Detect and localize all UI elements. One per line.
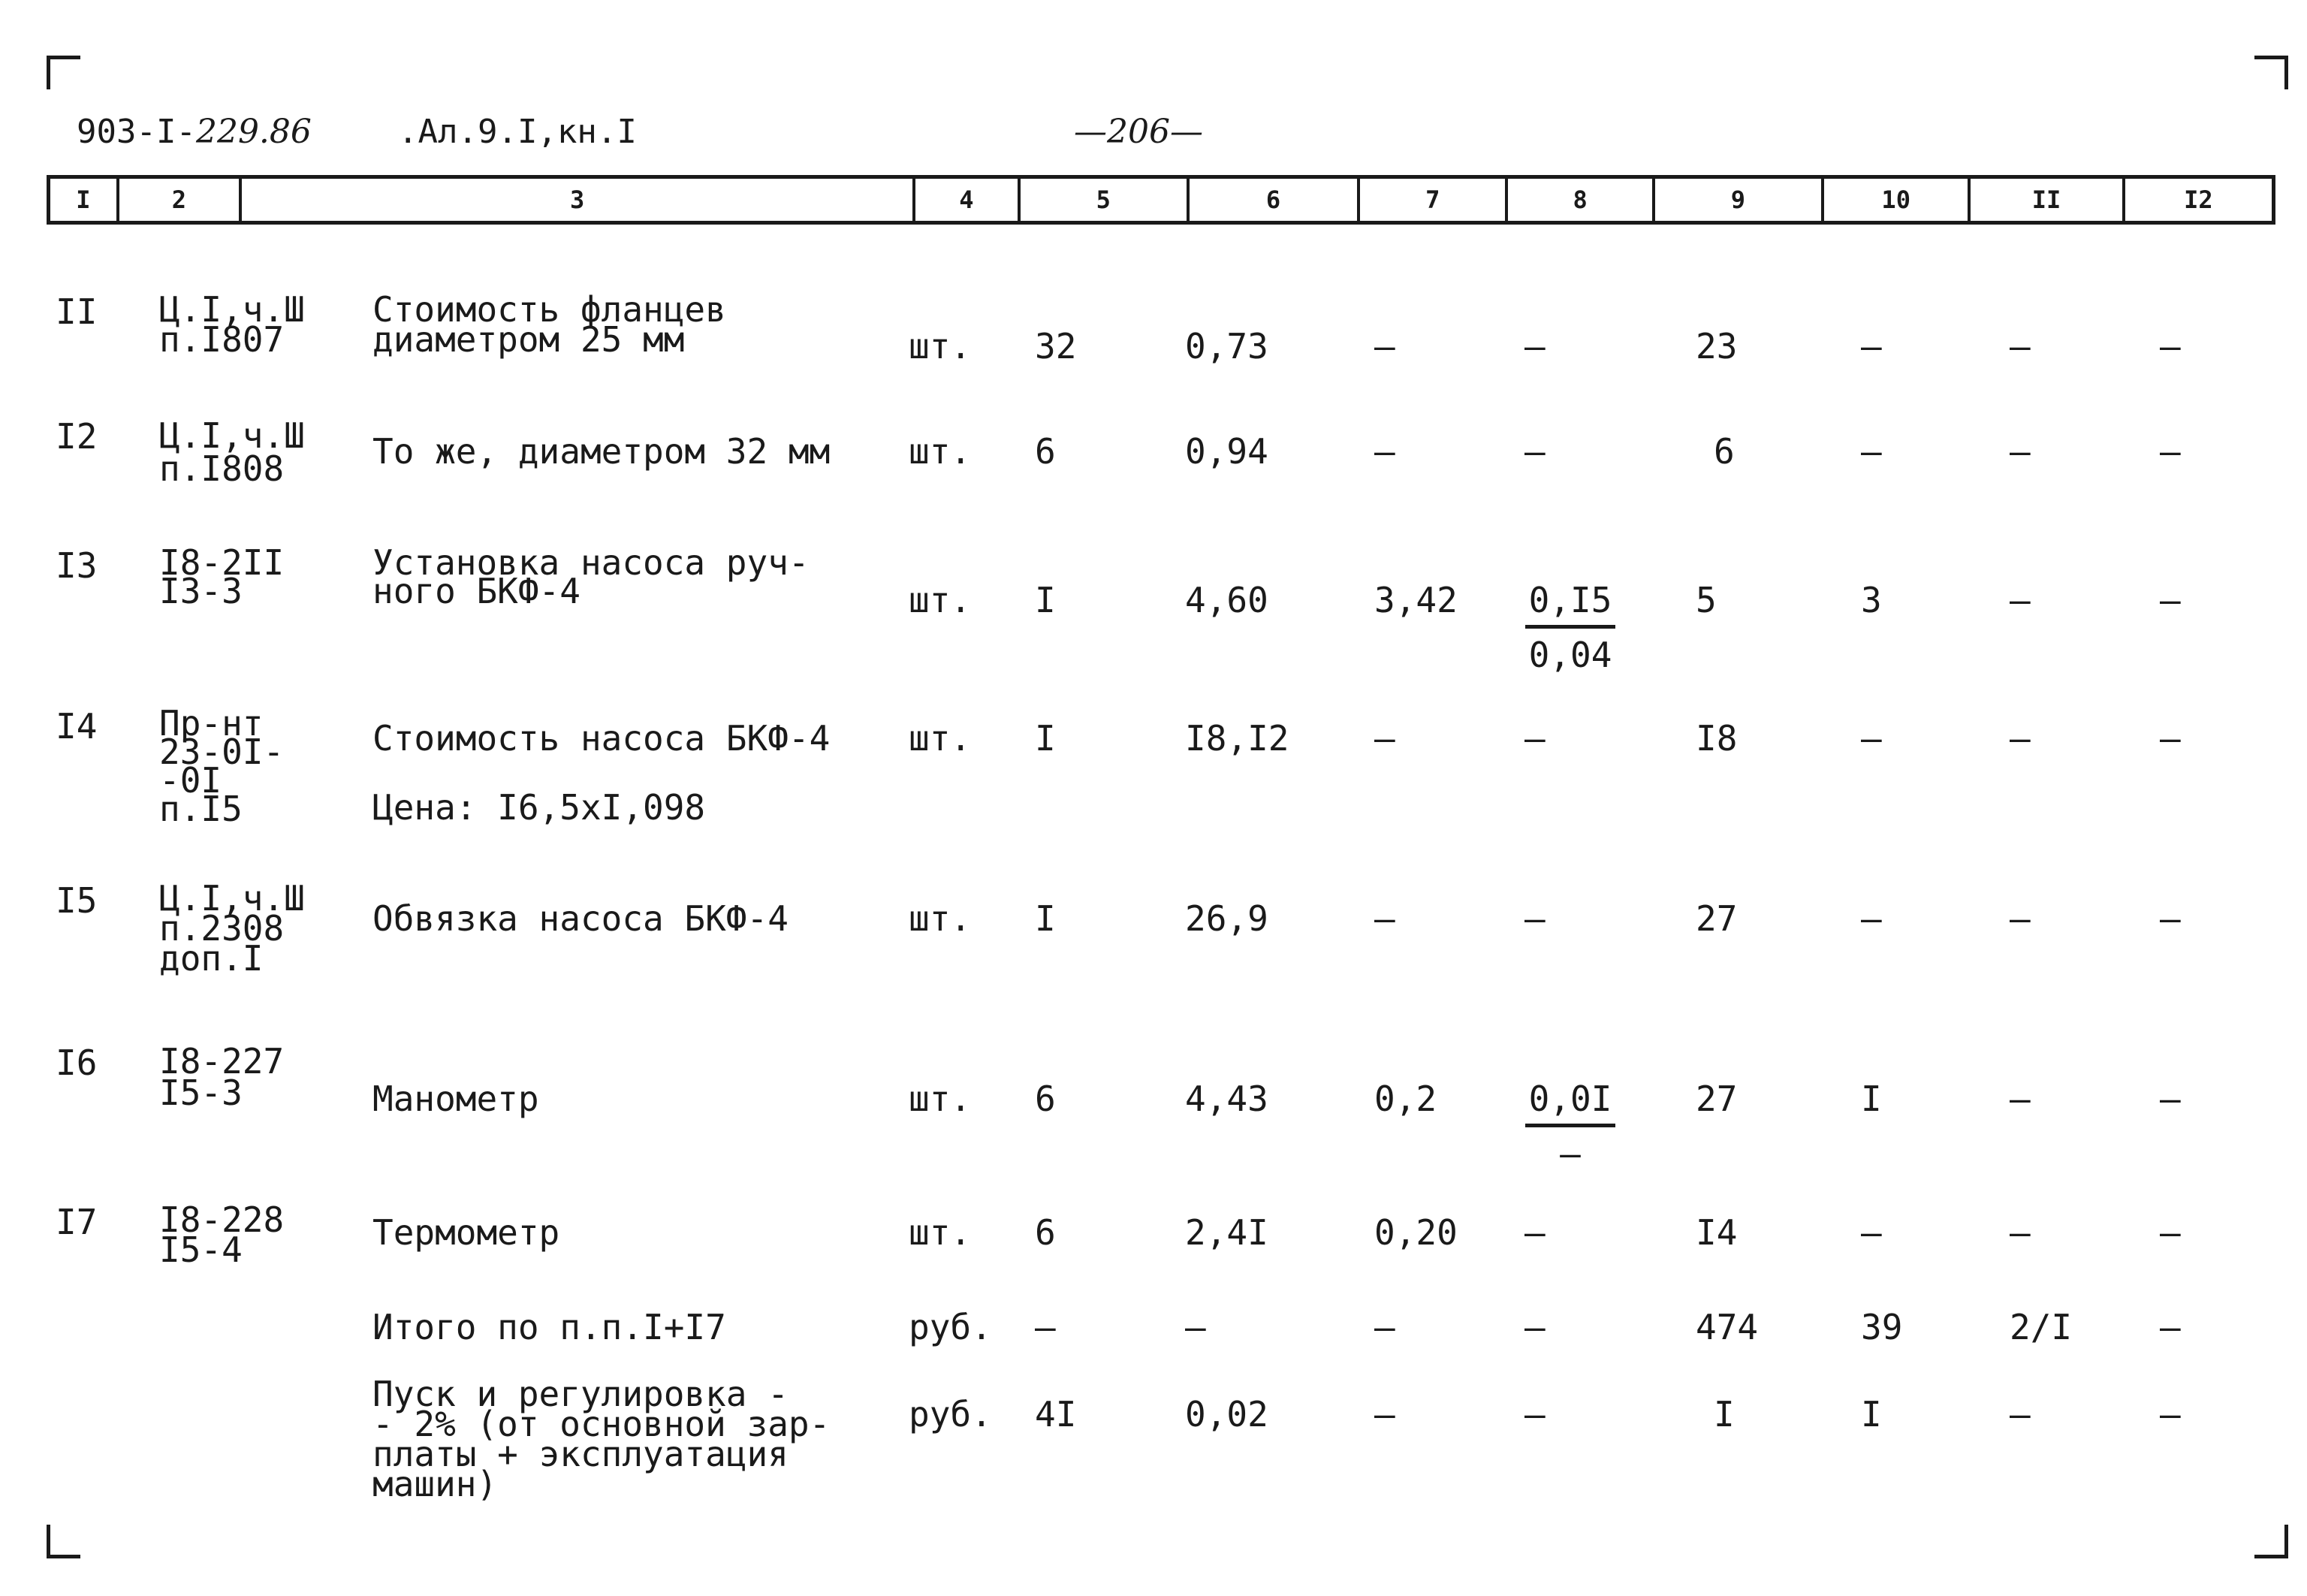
column-number: 5 (1021, 179, 1190, 221)
col11-value: – (2010, 580, 2031, 620)
col11-value: – (2010, 898, 2031, 939)
col10-value: I (1861, 1394, 1882, 1435)
unit: шт. (909, 580, 972, 620)
col10-value: I (1861, 1079, 1882, 1119)
col10-value: – (1861, 1212, 1882, 1253)
col8-denominator: 0,04 (1528, 635, 1612, 675)
quantity: 4I (1035, 1394, 1077, 1435)
corner-mark-top-left (47, 56, 80, 89)
quantity: 32 (1035, 326, 1077, 367)
item-description: То же, диаметром 32 мм (372, 431, 831, 472)
col11-value: – (2010, 326, 2031, 367)
col7-value: – (1374, 898, 1395, 939)
unit-price: 0,94 (1185, 431, 1268, 472)
col10-value: – (1861, 431, 1882, 472)
col9-value: I4 (1696, 1212, 1738, 1253)
unit: шт. (909, 898, 972, 939)
fraction-line (1525, 625, 1615, 629)
price-reference: Пр-нт 23-0I- -0I п.I5 (159, 703, 285, 829)
corner-mark-top-right (2254, 56, 2288, 89)
document-code: 903-I-229.86 (77, 113, 312, 151)
col8-numerator: 0,I5 (1528, 580, 1612, 620)
column-number: 9 (1655, 179, 1824, 221)
unit-price: 0,02 (1185, 1394, 1268, 1435)
price-reference: I8-228 I5-4 (159, 1199, 285, 1270)
row-number: I7 (56, 1202, 98, 1242)
unit-price: 4,60 (1185, 580, 1268, 620)
col8-fraction (1521, 1079, 1619, 1174)
quantity: I (1035, 718, 1056, 759)
col12-value: – (2160, 580, 2181, 620)
column-number: II (1971, 179, 2125, 221)
col7-value: – (1374, 1394, 1395, 1435)
col12-value: – (2160, 326, 2181, 367)
unit: руб. (909, 1307, 992, 1347)
fraction-line (1525, 1124, 1615, 1127)
col7-value: – (1374, 431, 1395, 472)
col10-value: – (1861, 326, 1882, 367)
col8-denominator: – (1560, 1133, 1581, 1174)
quantity: 6 (1035, 1079, 1056, 1119)
unit-price: I8,I2 (1185, 718, 1289, 759)
col11-value: – (2010, 1394, 2031, 1435)
price-reference: Ц.I,ч.Ш п.2308 доп.I (159, 878, 305, 979)
col11-value: 2/I (2010, 1307, 2073, 1347)
col7-value: – (1374, 326, 1395, 367)
col9-value: 23 (1696, 326, 1738, 367)
item-description: Стоимость насоса БКФ-4 (372, 718, 831, 759)
col11-value: – (2010, 718, 2031, 759)
col12-value: – (2160, 1212, 2181, 1253)
quantity: I (1035, 580, 1056, 620)
item-description: Итого по п.п.I+I7 (372, 1307, 726, 1347)
item-description: Пуск и регулировка - - 2% (от основной зар- платы + эксплуатация машин) (372, 1374, 831, 1504)
item-description: Стоимость фланцев диаметром 25 мм (372, 289, 726, 360)
col8-value: – (1524, 718, 1546, 759)
unit: шт. (909, 1212, 972, 1253)
col7-value: – (1374, 1307, 1395, 1347)
price-reference: Ц.I,ч.Ш п.I808 (159, 415, 305, 489)
col10-value: – (1861, 898, 1882, 939)
column-number: 10 (1824, 179, 1971, 221)
col7-value: – (1374, 718, 1395, 759)
col7-value: 3,42 (1374, 580, 1458, 620)
unit-price: 0,73 (1185, 326, 1268, 367)
col12-value: – (2160, 718, 2181, 759)
column-number-header (47, 175, 2275, 225)
col8-value: – (1524, 898, 1546, 939)
quantity: – (1035, 1307, 1056, 1347)
column-number: 7 (1360, 179, 1508, 221)
quantity: 6 (1035, 1212, 1056, 1253)
item-description: Термометр (372, 1212, 560, 1253)
col12-value: – (2160, 1079, 2181, 1119)
col12-value: – (2160, 1307, 2181, 1347)
corner-mark-bottom-left (47, 1525, 80, 1558)
col7-value: 0,20 (1374, 1212, 1458, 1253)
quantity: I (1035, 898, 1056, 939)
price-reference: I8-227 I5-3 (159, 1041, 285, 1113)
unit: шт. (909, 326, 972, 367)
col8-value: – (1524, 431, 1546, 472)
col9-value: 5 (1696, 580, 1717, 620)
col8-fraction (1521, 580, 1619, 675)
col12-value: – (2160, 898, 2181, 939)
column-number: I2 (2184, 186, 2213, 214)
row-number: I2 (56, 416, 98, 457)
col9-value: 27 (1696, 1079, 1738, 1119)
unit: шт. (909, 431, 972, 472)
col11-value: – (2010, 1079, 2031, 1119)
column-number: I (50, 179, 119, 221)
unit: шт. (909, 718, 972, 759)
col11-value: – (2010, 431, 2031, 472)
price-note: Цена: I6,5xI,098 (372, 787, 706, 828)
col7-value: 0,2 (1374, 1079, 1437, 1119)
col11-value: – (2010, 1212, 2031, 1253)
col8-value: – (1524, 1394, 1546, 1435)
col9-value: 27 (1696, 898, 1738, 939)
row-number: I3 (56, 545, 98, 586)
col8-value: – (1524, 1307, 1546, 1347)
row-number: II (56, 291, 98, 332)
unit-price: – (1185, 1307, 1206, 1347)
col9-value: 474 (1696, 1307, 1759, 1347)
unit-price: 26,9 (1185, 898, 1268, 939)
col10-value: 3 (1861, 580, 1882, 620)
col8-value: – (1524, 1212, 1546, 1253)
unit-price: 2,4I (1185, 1212, 1268, 1253)
quantity: 6 (1035, 431, 1056, 472)
corner-mark-bottom-right (2254, 1525, 2288, 1558)
item-description: Обвязка насоса БКФ-4 (372, 898, 789, 939)
page-number: —206— (1074, 113, 1203, 151)
row-number: I6 (56, 1042, 98, 1083)
row-number: I4 (56, 706, 98, 747)
col12-value: – (2160, 1394, 2181, 1435)
col10-value: 39 (1861, 1307, 1903, 1347)
col8-numerator: 0,0I (1528, 1079, 1612, 1119)
col9-value: 6 (1714, 431, 1735, 472)
column-number: 8 (1508, 179, 1654, 221)
unit-price: 4,43 (1185, 1079, 1268, 1119)
price-reference: Ц.I,ч.Ш п.I807 (159, 289, 305, 360)
item-description: Установка насоса руч- ного БКФ-4 (372, 542, 810, 611)
column-number: 2 (119, 179, 242, 221)
col9-value: I (1714, 1394, 1735, 1435)
price-reference: I8-2II I3-3 (159, 542, 285, 611)
col12-value: – (2160, 431, 2181, 472)
row-number: I5 (56, 880, 98, 921)
column-number: 3 (242, 179, 915, 221)
col10-value: – (1861, 718, 1882, 759)
col9-value: I8 (1696, 718, 1738, 759)
col8-value: – (1524, 326, 1546, 367)
unit: шт. (909, 1079, 972, 1119)
column-number: 6 (1190, 179, 1360, 221)
album-reference: .Ал.9.I,кн.I (398, 113, 637, 151)
unit: руб. (909, 1394, 992, 1435)
column-number: 4 (915, 179, 1021, 221)
item-description: Манометр (372, 1079, 539, 1119)
